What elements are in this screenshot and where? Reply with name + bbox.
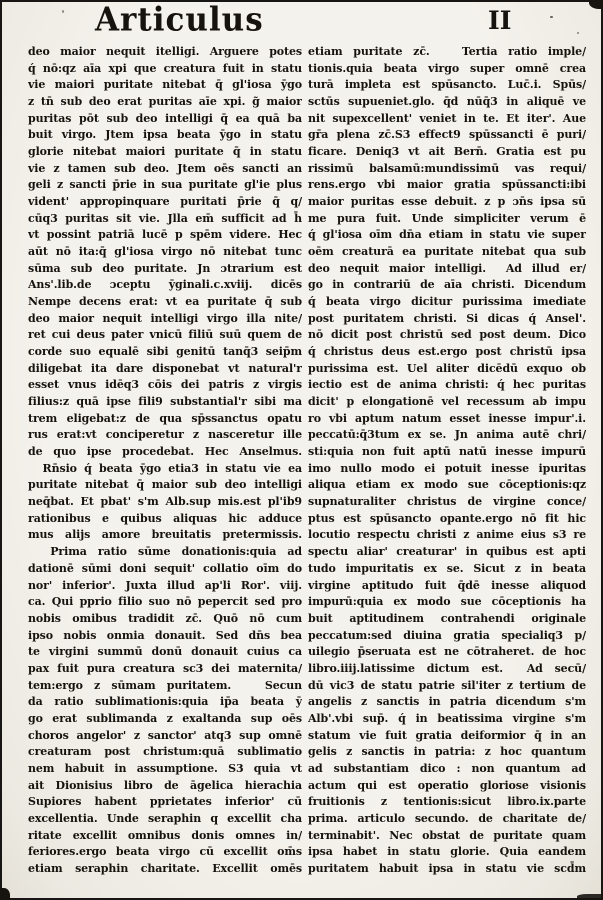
text-line: ca. Qui pprio filio suo nō pepercit sed pro xyxy=(28,595,302,609)
text-line: pax fuit pura creatura sc3 dei maternita/ xyxy=(28,661,302,675)
text-line: ipsa habet in statu glorie. Quia eandem xyxy=(308,845,586,859)
text-line: Ans'.lib.de ɔceptu ȳginali.c.xviij. dicēs xyxy=(28,278,302,292)
text-line: geli z sancti p̄rie in sua puritate gl'ie plus xyxy=(28,178,302,192)
text-line: puritas pōt sub deo intelligi q̄ ea quā ba xyxy=(28,111,302,125)
ink-speck xyxy=(62,10,64,13)
text-line: go in contrariū de aīa christi. Dicendum xyxy=(308,278,586,292)
text-line: spectu aliar' creaturar' in quibus est apti xyxy=(308,545,586,559)
text-line: excellentia. Unde seraphin q excellit cha xyxy=(28,811,302,825)
text-line: vie z tamen sub deo. Jtem oēs sancti an xyxy=(28,161,302,175)
scan-artifact-bottom-left xyxy=(0,888,10,900)
text-line: dicit' p elongationē vel recessum ab impu xyxy=(308,395,586,409)
text-line: ficare. Deniq3 vt ait Bern̄. Gratia est pu xyxy=(308,145,586,159)
text-line: iectio est de anima christi: q́ hec puritas xyxy=(308,378,586,392)
text-line: q́ gl'iosa oīm dn̄a etiam in statu vie super xyxy=(308,228,586,242)
text-line: Rn̄sio q́ beata ȳgo etia3 in statu vie ea xyxy=(28,461,302,475)
page-number: II xyxy=(488,6,512,35)
text-line: de quo ipse procedebat. Hec Anselmus. xyxy=(28,445,302,459)
text-line: impurū:quia ex modo sue cōceptionis ha xyxy=(308,595,586,609)
text-line: corde suo equalē sibi genitū tanq̄3 seip̄m xyxy=(28,345,302,359)
text-line: peccatum:sed diuina gratia specialiq3 p/ xyxy=(308,628,586,642)
text-line: choros angelor' z sanctor' atq3 sup omnē xyxy=(28,728,302,742)
text-line: oēm creaturā ea puritate nitebat qua sub xyxy=(308,245,586,259)
text-line: nor' inferior'. Juxta illud ap'li Ror'. viij. xyxy=(28,578,302,592)
article-title: Articulus xyxy=(95,1,264,39)
text-line: ipso nobis onmia donauit. Sed dn̄s bea xyxy=(28,628,302,642)
text-line: Prima ratio sūme donationis:quia ad xyxy=(28,545,302,559)
text-line: ad substantiam dico : non quantum ad xyxy=(308,761,586,775)
text-line: puritate nitebat q̄ maior sub deo intelligi xyxy=(28,478,302,492)
text-line: supnaturaliter christus de virgine conce/ xyxy=(308,495,586,509)
text-line: deo maior nequit itelligi. Arguere potes xyxy=(28,45,302,58)
text-line: Nempe decens erat: vt ea puritate q̄ sub xyxy=(28,295,302,309)
text-line: nō dicit post christū sed post deum. Dico xyxy=(308,328,586,342)
text-line: gelis z sanctis in patria: z hoc quantum xyxy=(308,745,586,759)
text-line: ret cui deus pater vnicū filiū suū quem de xyxy=(28,328,302,342)
text-line: dū vic3 de statu patrie sil'iter z tertium de xyxy=(308,678,586,692)
text-line: rissimū balsamū:mundissimū vas requi/ xyxy=(308,161,586,175)
text-line: imo nullo modo ei potuit inesse ipuritas xyxy=(308,461,586,475)
text-line: peccatū:q̄3tum ex se. Jn anima autē chri/ xyxy=(308,428,586,442)
text-line: nit supexcellent' veniet in te. Et iter'. Aue xyxy=(308,111,586,125)
text-line: ro vbi aptum natum esset inesse impur'.i. xyxy=(308,411,586,425)
text-line: rens.ergo vbi maior gratia spūssancti:ibi xyxy=(308,178,586,192)
text-line: aūt nō ita:q̄ gl'iosa virgo nō nitebat tunc xyxy=(28,245,302,259)
text-line: ait Dionisius libro de āgelica hierachia xyxy=(28,778,302,792)
text-line: q́ beata virgo dicitur purissima imediate xyxy=(308,295,586,309)
text-line: buit aptitudinem contrahendi originale xyxy=(308,611,586,625)
text-line: feriores.ergo beata virgo cū excellit om̄s xyxy=(28,845,302,859)
text-line: purissima est. Uel aliter dicēdū exquo ob xyxy=(308,361,586,375)
text-line: te virgini summū donū donauit cuius ca xyxy=(28,645,302,659)
text-line: statum vie fuit gratia deiformior q̄ in an xyxy=(308,728,586,742)
text-line: actum qui est operatio gloriose visionis xyxy=(308,778,586,792)
text-line: creaturam post christum:quā sublimatio xyxy=(28,745,302,759)
text-line: q́ christus deus est.ergo post christū ipsa xyxy=(308,345,586,359)
text-line: diligebat ita dare disponebat vt natural'r xyxy=(28,361,302,375)
text-line: aliqua etiam ex modo sue cōceptionis:qz xyxy=(308,478,586,492)
text-line: vie maiori puritate nitebat q̄ gl'iosa ȳgo xyxy=(28,78,302,92)
text-line: da ratio sublimationis:quia ip̄a beata ȳ xyxy=(28,695,302,709)
text-line: filius:z quā ipse fili9 substantial'r sibi ma xyxy=(28,395,302,409)
text-line: etiam puritate zc̄. Tertia ratio imple/ xyxy=(308,45,586,58)
text-line: deo maior nequit intelligi virgo illa nite/ xyxy=(28,311,302,325)
text-line: ptus est spūsancto opante.ergo nō fit hic xyxy=(308,511,586,525)
text-line: tudo impuritatis ex se. Sicut z in beata xyxy=(308,561,586,575)
text-line: q́ nō:qz aīa xpi que creatura fuit in statu xyxy=(28,61,302,75)
page-header xyxy=(2,2,601,42)
text-line: ritate excellit omnibus donis omnes in/ xyxy=(28,828,302,842)
text-line: vt possint patriā lucē p spēm videre. Hec xyxy=(28,228,302,242)
ink-speck xyxy=(550,16,553,18)
text-line: turā impleta est spūsancto. Luc̄.i. Spūs/ xyxy=(308,78,586,92)
text-line: neq̄bat. Et pbat' s'm Alb.sup mis.est pl'ib9 xyxy=(28,495,302,509)
text-line: prima. articulo secundo. de charitate de/ xyxy=(308,811,586,825)
text-line: me pura fuit. Unde simpliciter verum ē xyxy=(308,211,586,225)
text-line: libro.iiij.latissime dictum est. Ad secū/ xyxy=(308,661,586,675)
text-line: maior puritas esse debuit. z p ɔn̄s ipsa sū xyxy=(308,195,586,209)
text-line: sti:quia non fuit aptū natū inesse impurū xyxy=(308,445,586,459)
text-line: go erat sublimanda z exaltanda sup oēs xyxy=(28,711,302,725)
scan-artifact-bottom-right xyxy=(577,894,603,900)
text-line: etiam seraphin charitate. Excellit omēs xyxy=(28,861,302,875)
text-line: z tn̄ sub deo erat puritas aīe xpi. g̃ maior xyxy=(28,95,302,109)
text-line: Supiores habent pprietates inferior' cū xyxy=(28,795,302,809)
text-line: deo nequit maior intelligi. Ad illud er/ xyxy=(308,261,586,275)
text-line: cūq3 puritas sit vie. Jlla em̄ sufficit ad h̄ xyxy=(28,211,302,225)
text-line: rus erat:vt conciperetur z nasceretur ille xyxy=(28,428,302,442)
text-line: glorie nitebat maiori puritate q̄ in statu xyxy=(28,145,302,159)
text-line: uilegio p̄seruata est ne cōtraheret. de hoc xyxy=(308,645,586,659)
text-line: post puritatem christi. Si dicas q́ Ansel'. xyxy=(308,311,586,325)
text-line: puritatem habuit ipsa in statu vie scd̄m xyxy=(308,861,586,875)
text-line: sūma sub deo puritate. Jn ɔtrarium est xyxy=(28,261,302,275)
text-line: rationibus e quibus aliquas hic adduce xyxy=(28,511,302,525)
text-column-left xyxy=(28,44,302,878)
text-line: sctūs supueniet.glo. q̄d nūq̄3 in aliquē ve xyxy=(308,95,586,109)
text-line: fruitionis z tentionis:sicut libro.ix.parte xyxy=(308,795,586,809)
text-line: virgine aptitudo fuit q̄dē inesse aliquod xyxy=(308,578,586,592)
text-line: esset vnus idēq3 cōis dei patris z virgis xyxy=(28,378,302,392)
text-column-right xyxy=(308,44,586,878)
text-line: Alb'.vbi sup̄. q́ in beatissima virgine s'm xyxy=(308,711,586,725)
text-line: locutio respectu christi z anime eius s3 re xyxy=(308,528,586,542)
text-line: buit virgo. Jtem ipsa beata ȳgo in statu xyxy=(28,128,302,142)
text-line: tem:ergo z sūmam puritatem. Secun xyxy=(28,678,302,692)
text-line: trem eligebat:z de qua sp̄ssanctus opatu xyxy=(28,411,302,425)
ink-speck xyxy=(577,32,579,34)
text-line: mus alijs amore breuitatis pretermissis. xyxy=(28,528,302,542)
text-line: dationē sūmi doni sequit' collatio oīm do xyxy=(28,561,302,575)
text-line: gr̄a plena zc̄.S3 effect9 spūssancti ē puri/ xyxy=(308,128,586,142)
text-line: tionis.quia beata virgo super omnē crea xyxy=(308,61,586,75)
text-line: angelis z sanctis in patria dicendum s'm xyxy=(308,695,586,709)
text-line: terminabit'. Nec obstat de puritate quam xyxy=(308,828,586,842)
text-line: nobis omibus tradidit zc̄. Quō nō cum xyxy=(28,611,302,625)
text-line: vident' appropinquare puritati p̄rie q̄ q/ xyxy=(28,195,302,209)
text-line: nem habuit in assumptione. S3 quia vt xyxy=(28,761,302,775)
